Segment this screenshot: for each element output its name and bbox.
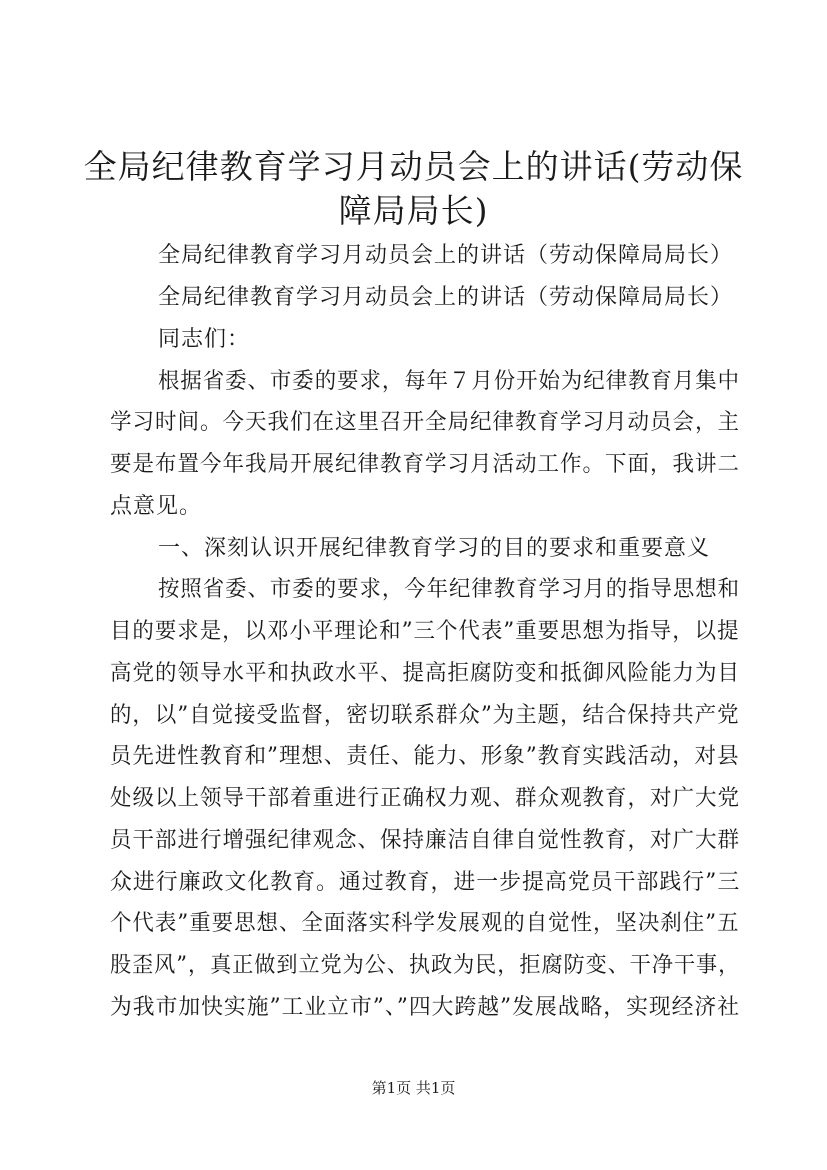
title-line-2: 障局局长) xyxy=(338,191,489,230)
document-title xyxy=(60,145,767,233)
paragraph-line: 按照省委、市委的要求，今年纪律教育学习月的指导思想和 xyxy=(158,577,741,602)
paragraph-line: 员先进性教育和”理想、责任、能力、形象”教育实践活动，对县 xyxy=(110,744,740,769)
page-footer: 第1页 共1页 xyxy=(371,1079,456,1097)
subtitle-line: 全局纪律教育学习月动员会上的讲话（劳动保障局局长） xyxy=(158,243,734,268)
paragraph-line: 根据省委、市委的要求，每年７月份开始为纪律教育月集中 xyxy=(158,369,741,394)
section-heading: 一、深刻认识开展纪律教育学习的目的要求和重要意义 xyxy=(158,536,711,561)
paragraph-line: 处级以上领导干部着重进行正确权力观、群众观教育，对广大党 xyxy=(110,786,741,811)
paragraph-line: 个代表”重要思想、全面落实科学发展观的自觉性，坚决刹住”五 xyxy=(110,911,740,936)
paragraph-line: 高党的领导水平和执政水平、提高拒腐防变和抵御风险能力为目 xyxy=(110,661,741,686)
paragraph-line: 众进行廉政文化教育。通过教育，进一步提高党员干部践行”三 xyxy=(110,870,741,895)
paragraph-line: 点意见。 xyxy=(110,494,203,519)
paragraph-line: 要是布置今年我局开展纪律教育学习月活动工作。下面，我讲二 xyxy=(110,452,741,477)
paragraph-line: 为我市加快实施”工业立市”、”四大跨越”发展战略，实现经济社 xyxy=(110,995,740,1020)
paragraph-line: 的，以”自觉接受监督，密切联系群众”为主题，结合保持共产党 xyxy=(110,703,740,728)
salutation: 同志们： xyxy=(158,327,251,352)
paragraph-line: 目的要求是，以邓小平理论和”三个代表”重要思想为指导，以提 xyxy=(110,619,740,644)
paragraph-line: 员干部进行增强纪律观念、保持廉洁自律自觉性教育，对广大群 xyxy=(110,828,741,853)
paragraph-line: 学习时间。今天我们在这里召开全局纪律教育学习月动员会，主 xyxy=(110,410,741,435)
subtitle-line: 全局纪律教育学习月动员会上的讲话（劳动保障局局长） xyxy=(158,285,734,310)
title-line-1: 全局纪律教育学习月动员会上的讲话(劳动保 xyxy=(83,147,744,186)
paragraph-line: 股歪风”，真正做到立党为公、执政为民，拒腐防变、干净干事， xyxy=(110,953,741,978)
